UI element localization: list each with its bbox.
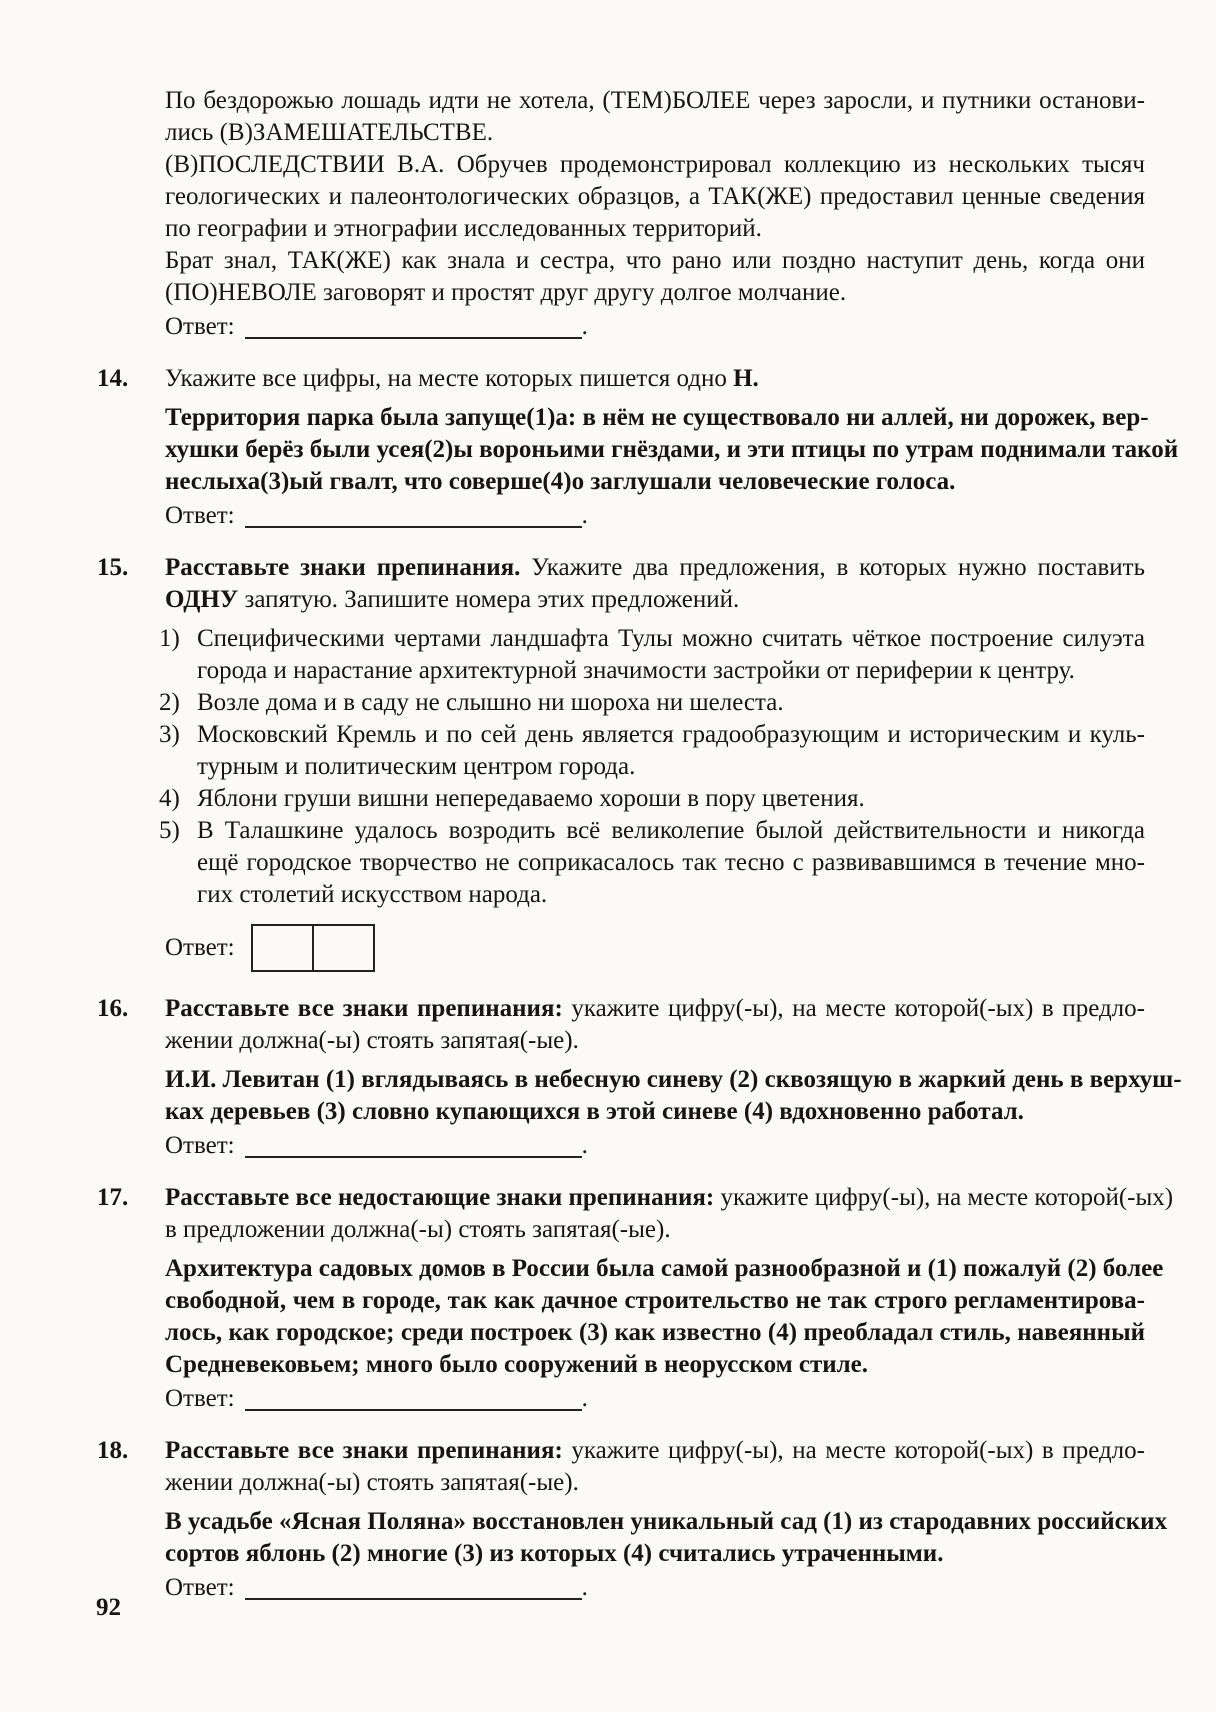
question-intro	[165, 363, 1145, 395]
text-line: ках деревьев (3) словно купающихся в этой синеве (4) вдохновенно работал.	[165, 1098, 1024, 1125]
question-intro	[165, 1435, 1145, 1499]
answer-row	[165, 500, 1145, 532]
text-line: свободной, чем в городе, так как дачное строительство не так строго регламентирова-	[165, 1287, 1145, 1314]
answer-blank-line	[245, 313, 582, 339]
question-number: 15.	[97, 554, 129, 581]
question-18	[97, 1435, 1168, 1604]
text-line: Возле дома и в саду не слышно ни шороха ни шелеста.	[197, 689, 784, 716]
answer-row	[165, 1572, 1145, 1604]
page-content	[97, 85, 1182, 1604]
answer-cell	[253, 926, 314, 970]
question-number: 18.	[97, 1437, 129, 1464]
question-number: 17.	[97, 1184, 129, 1211]
task-sentences-block	[165, 85, 1145, 309]
answer-period: .	[581, 1385, 588, 1412]
question-16	[97, 993, 1182, 1162]
text-line: (В)ПОСЛЕДСТВИИ В.А. Обручев продемонстрировал коллекцию из нескольких тысяч	[165, 151, 1145, 178]
text-line: Брат знал, ТАК(ЖЕ) как знала и сестра, что рано или поздно наступит день, когда они	[165, 247, 1145, 274]
answer-blank-line	[245, 1574, 582, 1600]
item-number: 5)	[159, 817, 180, 844]
text-line: гих столетий искусством народа.	[197, 881, 548, 908]
options-list	[159, 623, 1145, 911]
question-passage	[165, 1506, 1168, 1570]
answer-box	[251, 924, 375, 972]
text-line: (ПО)НЕВОЛЕ заговорят и простят друг другу долгое молчание.	[165, 279, 847, 306]
page-number: 92	[96, 1594, 121, 1621]
text-line: И.И. Левитан (1) вглядываясь в небесную синеву (2) сквозящую в жаркий день в верхуш-	[165, 1066, 1182, 1093]
text-line: хушки берёз были усея(2)ы вороньими гнёздами, и эти птицы по утрам поднимали такой	[165, 436, 1179, 463]
answer-row	[165, 1383, 1145, 1415]
answer-period: .	[581, 313, 588, 340]
question-intro	[165, 993, 1145, 1057]
answer-label: Ответ:	[165, 1385, 235, 1412]
answer-label: Ответ:	[165, 934, 235, 961]
answer-period: .	[581, 502, 588, 529]
sentence-paragraph	[165, 85, 1145, 149]
answer-row	[165, 1130, 1145, 1162]
answer-label: Ответ:	[165, 313, 235, 340]
question-passage	[165, 402, 1179, 498]
question-intro	[165, 1182, 1174, 1246]
list-item	[159, 783, 1145, 815]
answer-label: Ответ:	[165, 1574, 235, 1601]
question-intro	[165, 552, 1145, 616]
answer-cell	[314, 926, 373, 970]
answer-blank-line	[245, 502, 582, 528]
question-passage	[165, 1064, 1182, 1128]
question-15	[97, 552, 1145, 973]
text-line: города и нарастание архитектурной значимости застройки от периферии к центру.	[197, 657, 1075, 684]
answer-period: .	[581, 1574, 588, 1601]
text-line: ОДНУ запятую. Запишите номера этих предложений.	[165, 586, 740, 613]
question-14	[97, 363, 1179, 532]
question-passage	[165, 1253, 1164, 1381]
text-line: лись (В)ЗАМЕШАТЕЛЬСТВЕ.	[165, 119, 494, 146]
text-line: Расставьте все знаки препинания: укажите цифру(-ы), на месте которой(-ых) в предло-	[165, 1437, 1145, 1464]
text-line: неслыха(3)ый гвалт, что соверше(4)о заглушали человеческие голоса.	[165, 468, 956, 495]
question-17	[97, 1182, 1174, 1415]
item-number: 4)	[159, 785, 180, 812]
sentence-paragraph	[165, 245, 1145, 309]
answer-blank-line	[245, 1132, 582, 1158]
text-line: турным и политическим центром города.	[197, 753, 636, 780]
text-line: Яблони груши вишни непередаваемо хороши в пору цветения.	[197, 785, 865, 812]
answer-row	[165, 311, 1145, 343]
text-line: В усадьбе «Ясная Поляна» восстановлен уникальный сад (1) из стародавних российских	[165, 1508, 1168, 1535]
text-line: Территория парка была запуще(1)а: в нём не существовало ни аллей, ни дорожек, вер-	[165, 404, 1149, 431]
text-line: сортов яблонь (2) многие (3) из которых (4) считались утраченными.	[165, 1540, 944, 1567]
text-line: Специфическими чертами ландшафта Тулы можно считать чёткое построение силуэта	[197, 625, 1145, 652]
list-item	[159, 687, 1145, 719]
answer-label: Ответ:	[165, 502, 235, 529]
text-line: Расставьте все знаки препинания: укажите цифру(-ы), на месте которой(-ых) в предло-	[165, 995, 1145, 1022]
answer-blank-line	[245, 1385, 582, 1411]
text-line: Средневековьем; много было сооружений в неорусском стиле.	[165, 1351, 869, 1378]
text-line: по географии и этнографии исследованных территорий.	[165, 215, 762, 242]
text-line: По бездорожью лошадь идти не хотела, (ТЕМ)БОЛЕЕ через заросли, и путники останови-	[165, 87, 1145, 114]
text-line: Укажите все цифры, на месте которых пишется одно Н.	[165, 365, 759, 392]
list-item	[159, 815, 1145, 911]
answer-row	[165, 923, 1145, 973]
text-line: лось, как городское; среди построек (3) как известно (4) преобладал стиль, навеянный	[165, 1319, 1145, 1346]
text-line: ещё городское творчество не соприкасалось так тесно с развивавшимся в течение мно-	[197, 849, 1145, 876]
text-line: геологических и палеонтологических образцов, а ТАК(ЖЕ) предоставил ценные сведения	[165, 183, 1145, 210]
list-item	[159, 719, 1145, 783]
item-number: 1)	[159, 625, 180, 652]
text-line: Архитектура садовых домов в России была самой разнообразной и (1) пожалуй (2) более	[165, 1255, 1164, 1282]
answer-label: Ответ:	[165, 1132, 235, 1159]
text-line: Расставьте знаки препинания. Укажите два предложения, в которых нужно поставить	[165, 554, 1145, 581]
text-line: В Талашкине удалось возродить всё великолепие былой действительности и никогда	[197, 817, 1145, 844]
text-line: жении должна(-ы) стоять запятая(-ые).	[165, 1027, 579, 1054]
text-line: жении должна(-ы) стоять запятая(-ые).	[165, 1469, 579, 1496]
question-number: 16.	[97, 995, 129, 1022]
answer-period: .	[581, 1132, 588, 1159]
text-line: Московский Кремль и по сей день является градообразующим и историческим и куль-	[197, 721, 1145, 748]
item-number: 3)	[159, 721, 180, 748]
question-number: 14.	[97, 365, 129, 392]
text-line: Расставьте все недостающие знаки препинания: укажите цифру(-ы), на месте которой(-ых)	[165, 1184, 1174, 1211]
text-line: в предложении должна(-ы) стоять запятая(-ые).	[165, 1216, 671, 1243]
item-number: 2)	[159, 689, 180, 716]
sentence-paragraph	[165, 149, 1145, 245]
list-item	[159, 623, 1145, 687]
